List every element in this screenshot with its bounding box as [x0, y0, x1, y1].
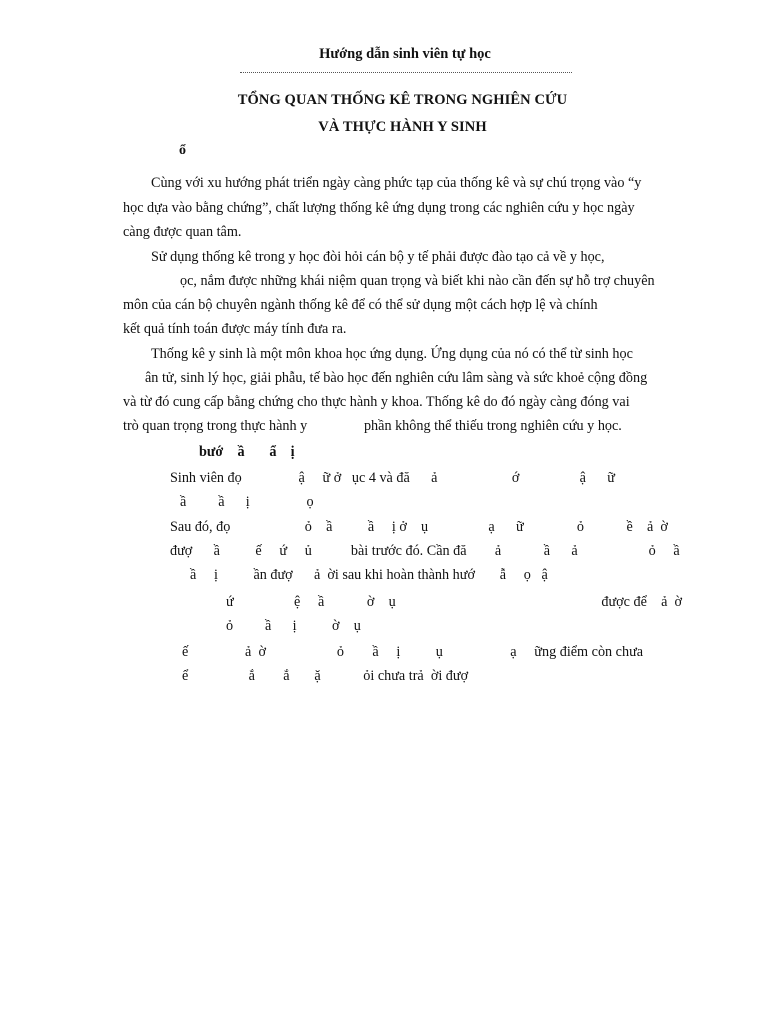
paragraph-2-line: kết quả tính toán được máy tính đưa ra. [123, 321, 347, 337]
step-line: Sinh viên đọ ậ ữ ở ục 4 và đă ả ớ ậ ữ [170, 470, 615, 486]
document-title-line-1: TỔNG QUAN THỐNG KÊ TRONG NGHIÊN CỨU [237, 92, 568, 108]
paragraph-1-line: Cùng với xu hướng phát triển ngày càng phức tạp của thống kê và sự chú trọng vào “y [151, 175, 642, 191]
step-line: ứ ệ ầ ờ ụ được để ả ờ [226, 594, 682, 610]
step-line: ể ắ ắ ặ ỏi chưa trả ời đượ [182, 668, 469, 684]
document-title-line-2: VÀ THỰC HÀNH Y SINH [318, 119, 487, 135]
paragraph-2-line: Sử dụng thống kê trong y học đòi hỏi cán bộ y tế phải được đào tạo cả về y học, [151, 249, 605, 265]
header-divider [240, 72, 572, 73]
stray-glyph: ổ [179, 143, 186, 158]
step-line: ỏ ầ ị ờ ụ [226, 618, 361, 634]
page-header-title: Hướng dẫn sinh viên tự học [319, 46, 491, 62]
paragraph-2-line: ọc, nắm được những khái niệm quan trọng và biết khi nào cần đến sự hỗ trợ chuyên [180, 273, 655, 289]
paragraph-3-line: trò quan trọng trong thực hành y phần không thể thiếu trong nghiên cứu y học. [123, 418, 622, 434]
steps-heading: bướ ầ ẩ ị [199, 444, 295, 460]
paragraph-1-line: càng được quan tâm. [123, 224, 242, 240]
paragraph-3-line: ân tử, sinh lý học, giải phẫu, tế bào học đến nghiên cứu lâm sàng và sức khoẻ cộng đồng [145, 370, 648, 386]
step-line: ế ả ờ ỏ ầ ị ụ ạ ững điểm còn chưa [182, 644, 644, 660]
step-line: ầ ầ ị ọ [180, 494, 314, 510]
step-line: ầ ị ần đượ ả ời sau khi hoàn thành hướ ẫ ọ ậ [190, 567, 548, 583]
paragraph-3-line: Thống kê y sinh là một môn khoa học ứng dụng. Ứng dụng của nó có thể từ sinh học [151, 346, 633, 362]
step-line: đượ ầ ế ứ ủ bài trước đó. Cần đă ả ầ ả ỏ ầ [170, 543, 680, 559]
paragraph-3-line: và từ đó cung cấp bằng chứng cho thực hành y khoa. Thống kê do đó ngày càng đóng vai [123, 394, 630, 410]
paragraph-1-line: học dựa vào bằng chứng”, chất lượng thống kê ứng dụng trong các nghiên cứu y học ngày [123, 200, 635, 216]
step-line: Sau đó, đọ ỏ ầ ầ ị ở ụ ạ ữ ỏ ề ả ờ [170, 519, 668, 535]
paragraph-2-line: môn của cán bộ chuyên ngành thống kê để có thể sử dụng một cách hợp lệ và chính [123, 297, 598, 313]
